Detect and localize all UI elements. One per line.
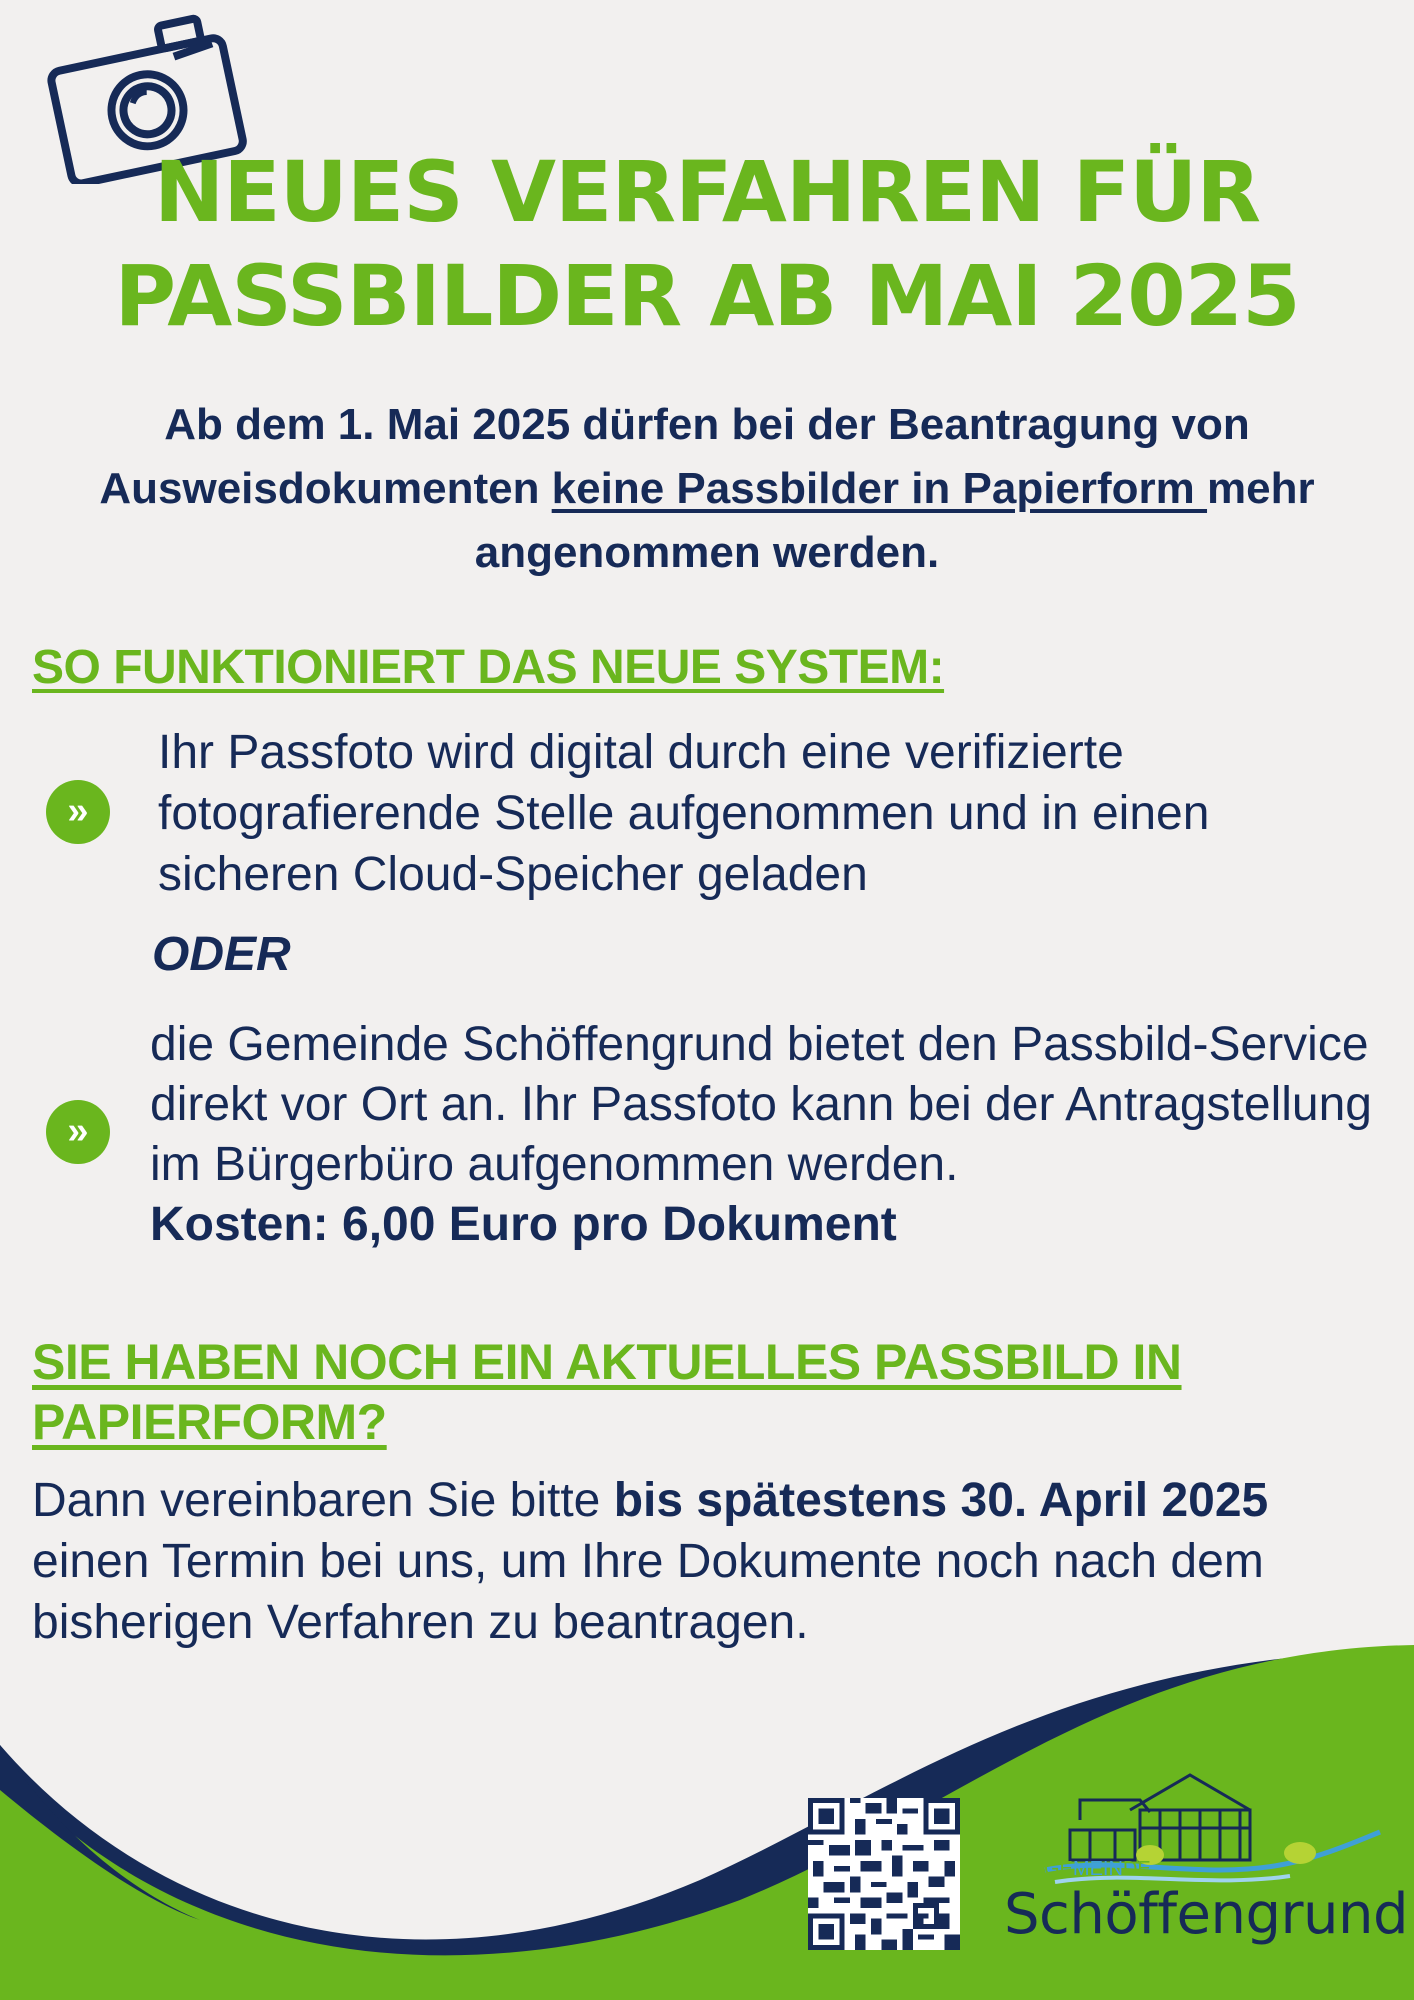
- deadline-text: bis spätestens 30. April 2025: [613, 1474, 1269, 1527]
- logo-gemeinde-text: GEMEINDE: [1044, 1858, 1151, 1880]
- title-line-2: PASSBILDER AB MAI 2025: [114, 247, 1300, 345]
- intro-underlined: keine Passbilder in Papierform: [551, 464, 1208, 513]
- qr-code-icon[interactable]: [808, 1798, 960, 1950]
- double-chevron-right-icon: »: [46, 780, 110, 844]
- intro-text: [20, 393, 1394, 585]
- list-item-local-service: [150, 1015, 1400, 1255]
- logo-name: Schöffengrund: [1004, 1882, 1409, 1947]
- cost-text: Kosten: 6,00 Euro pro Dokument: [150, 1198, 897, 1251]
- intro-part-2: mehr angenommen werden.: [474, 464, 1315, 577]
- para-text-before: Dann vereinbaren Sie bitte: [32, 1474, 614, 1527]
- list-item-digital-photo: Ihr Passfoto wird digital durch eine verifizierte fotografierende Stelle aufgenommen und in einen sicheren Cloud-Speicher geladen: [158, 726, 1210, 901]
- section-heading-paper-photo: SIE HABEN NOCH EIN AKTUELLES PASSBILD IN PAPIERFORM?: [32, 1334, 1182, 1450]
- para-text-after: einen Termin bei uns, um Ihre Dokumente noch nach dem bisherigen Verfahren zu beantragen.: [32, 1535, 1264, 1649]
- oder-label: ODER: [152, 928, 291, 981]
- section-heading-system: SO FUNKTIONIERT DAS NEUE SYSTEM:: [32, 641, 945, 694]
- page-title: [0, 140, 1414, 348]
- double-chevron-right-icon: »: [46, 1100, 110, 1164]
- local-service-text: die Gemeinde Schöffengrund bietet den Passbild-Service direkt vor Ort an. Ihr Passfoto kann bei der Antragstellung im Bürgerbüro aufgenommen werden.: [150, 1018, 1372, 1191]
- intro-part-1: Ab dem 1. Mai 2025 dürfen bei der Beantragung von Ausweisdokumenten: [99, 400, 1250, 513]
- title-line-1: NEUES VERFAHREN FÜR: [153, 143, 1261, 241]
